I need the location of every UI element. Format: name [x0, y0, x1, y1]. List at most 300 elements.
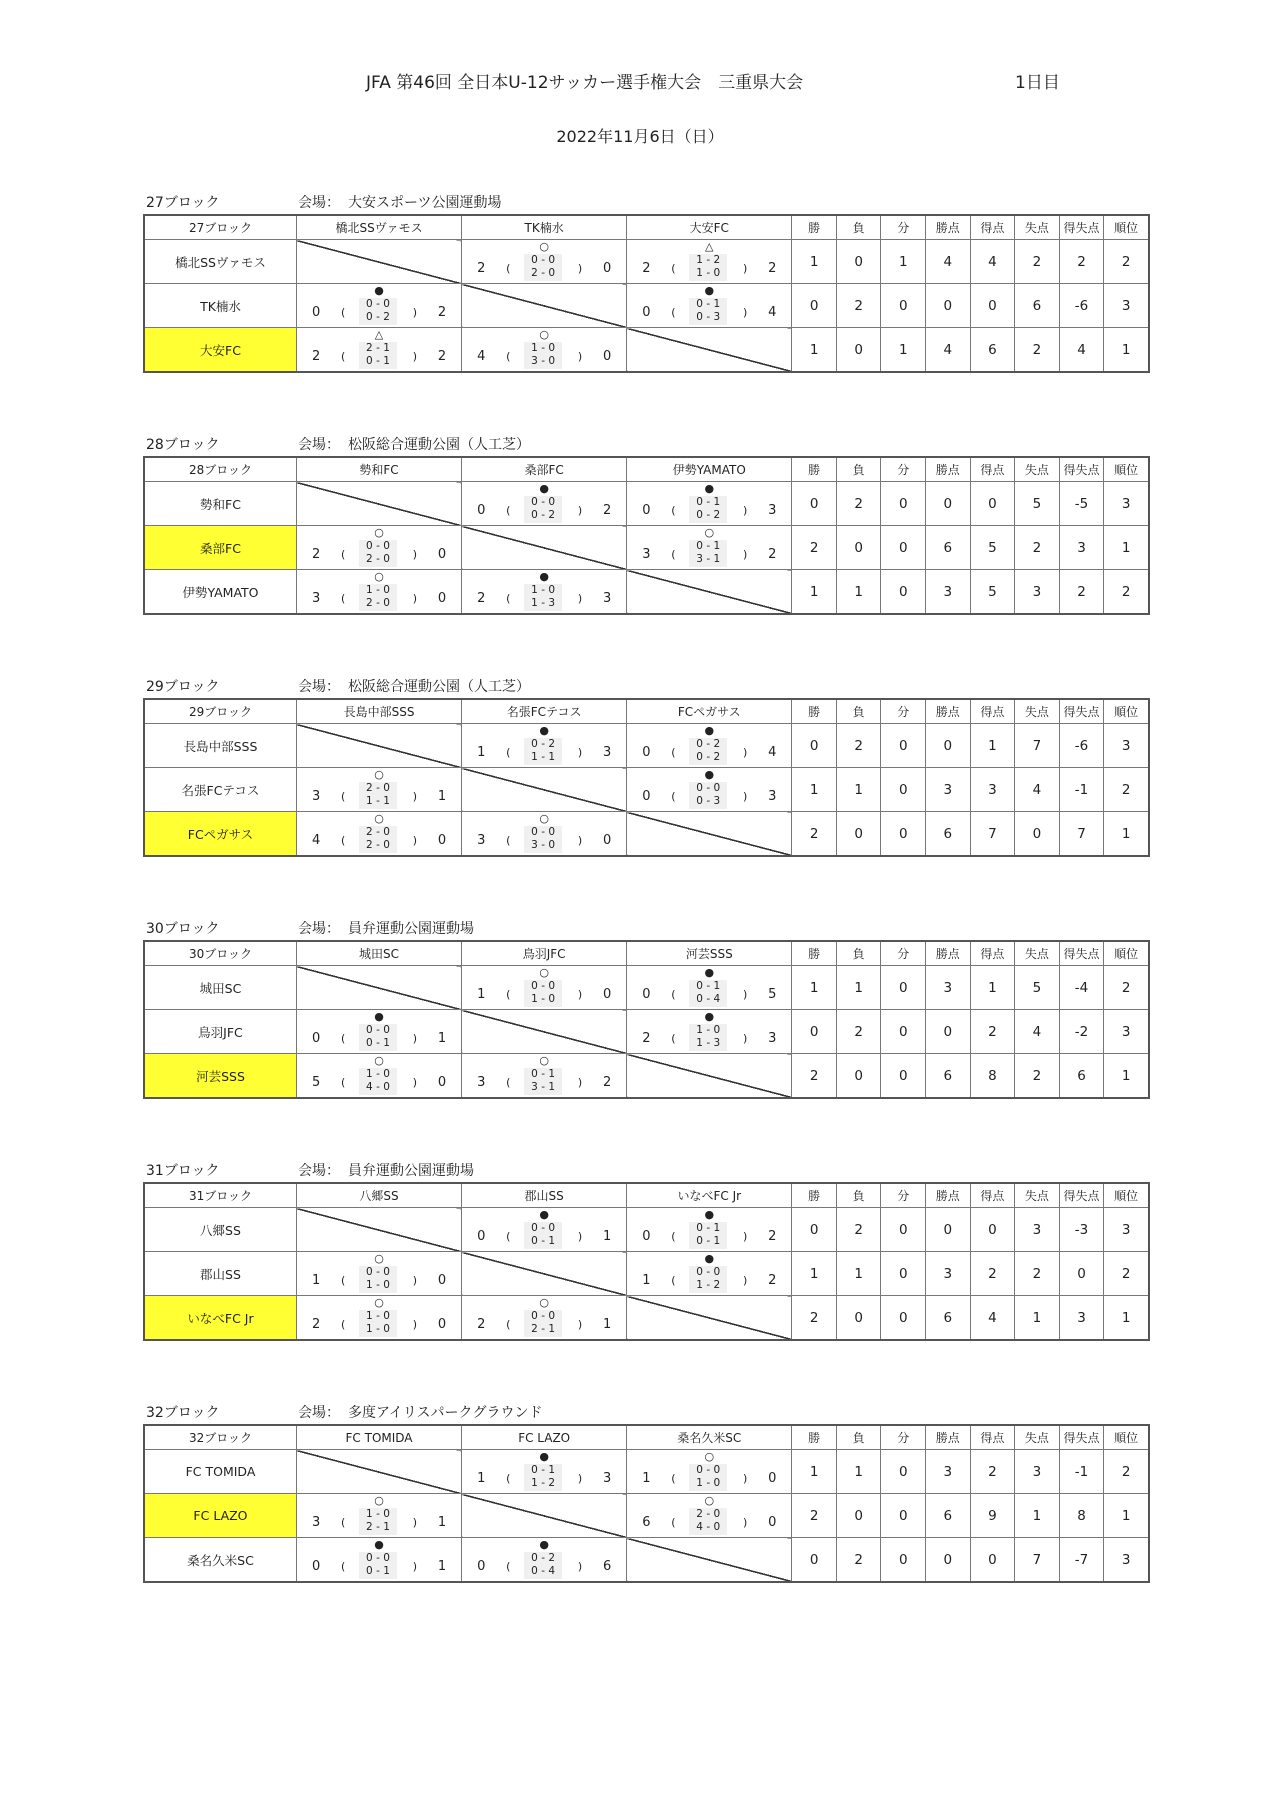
second-half-score: 2 - 0 [531, 267, 555, 279]
stat-value: 4 [970, 1296, 1015, 1341]
stat-value: 2 [836, 1208, 881, 1252]
stat-value: 2 [836, 1010, 881, 1054]
second-half-score: 1 - 1 [366, 795, 390, 807]
paren-open: ( [340, 548, 346, 561]
stat-value: 2 [970, 1450, 1015, 1494]
stat-value: 3 [926, 1450, 971, 1494]
paren-open: ( [340, 1318, 346, 1331]
opponent-header: FCペガサス [627, 699, 792, 724]
block-section [143, 1158, 1150, 1341]
half-scores [359, 540, 397, 567]
goals-against: 4 [768, 305, 777, 320]
opponent-header: 城田SC [296, 941, 461, 966]
self-match-cell [627, 1296, 792, 1341]
paren-open: ( [340, 1516, 346, 1529]
paren-open: ( [671, 1472, 676, 1485]
block-name: 29ブロック [146, 679, 220, 695]
stat-header: 失点 [1015, 215, 1060, 240]
paren-open: ( [340, 306, 346, 319]
block-section [143, 674, 1150, 857]
first-half-score: 0 - 0 [531, 1222, 555, 1234]
paren-open: ( [506, 350, 511, 363]
stat-value: 3 [1104, 1010, 1149, 1054]
stat-value: 6 [926, 1494, 971, 1538]
stat-header: 負 [836, 1183, 881, 1208]
team-name: FCペガサス [144, 812, 296, 857]
stat-value: 0 [836, 812, 881, 857]
half-scores [689, 1266, 727, 1293]
table-row [144, 1450, 1149, 1494]
stat-value: 3 [1059, 526, 1104, 570]
paren-open: ( [671, 1274, 676, 1287]
result-mark: ● [374, 284, 384, 297]
stat-value: 0 [881, 1208, 926, 1252]
second-half-score: 4 - 0 [696, 1521, 721, 1533]
stat-value: 3 [1015, 570, 1060, 615]
result-mark: ● [539, 1538, 549, 1551]
stat-value: -2 [1059, 1010, 1104, 1054]
half-scores [524, 1464, 562, 1491]
paren-open: ( [340, 1560, 346, 1573]
stat-value: 2 [836, 482, 881, 526]
self-match-cell [296, 240, 461, 284]
block-section [143, 1400, 1150, 1583]
paren-close: ) [577, 504, 583, 517]
goals-against: 0 [437, 1273, 447, 1288]
stat-value: 0 [881, 1010, 926, 1054]
stat-value: 0 [926, 1010, 971, 1054]
team-name: 河芸SSS [144, 1054, 296, 1099]
result-mark: ● [539, 482, 549, 495]
second-half-score: 1 - 3 [696, 1037, 721, 1049]
stat-value: -1 [1059, 1450, 1104, 1494]
goals-for: 3 [642, 547, 651, 562]
stat-value: 0 [836, 328, 881, 373]
stat-header: 失点 [1015, 941, 1060, 966]
paren-close: ) [412, 548, 418, 561]
match-result-cell [296, 1538, 461, 1583]
venue-label: 会場： [298, 921, 340, 937]
goals-against: 1 [602, 1229, 612, 1244]
stat-header: 勝点 [926, 1183, 971, 1208]
first-half-score: 2 - 0 [366, 826, 390, 838]
stat-value: 6 [1059, 1054, 1104, 1099]
self-match-cell [462, 1252, 627, 1296]
first-half-score: 1 - 0 [366, 584, 390, 596]
paren-open: ( [506, 1076, 511, 1089]
opponent-header: 鳥羽JFC [462, 941, 627, 966]
first-half-score: 0 - 0 [696, 1464, 721, 1476]
venue-label: 会場： [298, 195, 340, 211]
result-mark: ○ [539, 240, 549, 253]
opponent-header: 八郷SS [296, 1183, 461, 1208]
paren-close: ) [412, 1032, 418, 1045]
block-header [143, 916, 1150, 940]
block-header [143, 674, 1150, 698]
block-section [143, 916, 1150, 1099]
stat-header: 勝 [792, 215, 837, 240]
first-half-score: 0 - 1 [696, 298, 721, 310]
stat-value: 3 [1104, 482, 1149, 526]
stat-value: 2 [836, 1538, 881, 1583]
half-scores [689, 540, 727, 567]
first-half-score: 2 - 0 [366, 782, 390, 794]
stat-value: 0 [881, 526, 926, 570]
match-result-cell [462, 1208, 627, 1252]
stat-value: 5 [1015, 482, 1060, 526]
block-name-cell: 29ブロック [144, 699, 296, 724]
first-half-score: 0 - 0 [366, 540, 390, 552]
paren-open: ( [671, 306, 676, 319]
result-mark: ○ [539, 328, 549, 341]
second-half-score: 0 - 1 [366, 355, 390, 367]
team-name: 桑名久米SC [144, 1538, 296, 1583]
block-header [143, 1158, 1150, 1182]
stat-value: 1 [970, 724, 1015, 768]
half-scores [359, 1266, 397, 1293]
first-half-score: 0 - 2 [531, 738, 555, 750]
second-half-score: 1 - 0 [366, 1279, 390, 1291]
stat-value: 2 [1104, 1252, 1149, 1296]
half-scores [359, 342, 397, 369]
result-mark: △ [374, 328, 384, 341]
paren-open: ( [340, 834, 346, 847]
goals-against: 1 [602, 1317, 612, 1332]
stat-value: 4 [1015, 768, 1060, 812]
result-mark: ● [539, 724, 549, 737]
block-name-cell: 32ブロック [144, 1425, 296, 1450]
opponent-header: TK楠水 [462, 215, 627, 240]
paren-open: ( [340, 1076, 346, 1089]
stat-value: 3 [970, 768, 1015, 812]
result-mark: ● [704, 768, 715, 781]
team-name: 長島中部SSS [144, 724, 296, 768]
table-row [144, 1054, 1149, 1099]
paren-open: ( [506, 1560, 511, 1573]
second-half-score: 1 - 3 [531, 597, 555, 609]
paren-close: ) [412, 592, 418, 605]
goals-for: 0 [311, 1031, 321, 1046]
goals-against: 2 [768, 261, 777, 276]
stat-header: 負 [836, 215, 881, 240]
half-scores [524, 254, 562, 281]
table-row [144, 812, 1149, 857]
stat-value: 1 [1104, 1296, 1149, 1341]
table-row [144, 570, 1149, 615]
team-name: 郡山SS [144, 1252, 296, 1296]
stat-header: 勝点 [926, 941, 971, 966]
stat-header: 得点 [970, 941, 1015, 966]
paren-open: ( [671, 988, 676, 1001]
block-name: 27ブロック [146, 195, 220, 211]
match-result-cell [627, 768, 792, 812]
opponent-header: 河芸SSS [627, 941, 792, 966]
stat-value: 0 [881, 1450, 926, 1494]
table-row [144, 240, 1149, 284]
stat-value: 1 [792, 966, 837, 1010]
goals-against: 2 [602, 503, 612, 518]
opponent-header: 大安FC [627, 215, 792, 240]
stat-header: 得失点 [1059, 941, 1104, 966]
stat-header: 得点 [970, 457, 1015, 482]
stat-value: 0 [881, 724, 926, 768]
goals-for: 0 [477, 503, 486, 518]
table-row [144, 482, 1149, 526]
stat-header: 勝点 [926, 215, 971, 240]
first-half-score: 0 - 1 [531, 1464, 555, 1476]
stat-value: 1 [1015, 1494, 1060, 1538]
first-half-score: 0 - 1 [696, 1222, 721, 1234]
stat-value: 2 [792, 1054, 837, 1099]
stat-header: 失点 [1015, 1183, 1060, 1208]
stat-value: 2 [1015, 328, 1060, 373]
first-half-score: 0 - 1 [696, 980, 721, 992]
goals-for: 1 [477, 745, 486, 760]
stat-value: 1 [1104, 526, 1149, 570]
match-result-cell [627, 526, 792, 570]
half-scores [689, 980, 727, 1007]
result-mark: ○ [539, 966, 549, 979]
stat-value: -4 [1059, 966, 1104, 1010]
stat-value: -6 [1059, 724, 1104, 768]
goals-against: 0 [437, 591, 447, 606]
stat-header: 得失点 [1059, 457, 1104, 482]
paren-close: ) [743, 746, 748, 759]
stat-value: 1 [1104, 812, 1149, 857]
table-header-row [144, 1183, 1149, 1208]
paren-close: ) [743, 262, 748, 275]
stat-value: 0 [926, 1538, 971, 1583]
venue-name: 松阪総合運動公園（人工芝） [348, 437, 530, 453]
paren-close: ) [743, 1274, 748, 1287]
stat-value: 0 [970, 1208, 1015, 1252]
self-match-cell [627, 812, 792, 857]
stat-value: 1 [836, 1252, 881, 1296]
stat-value: 2 [970, 1010, 1015, 1054]
stat-value: 0 [792, 724, 837, 768]
tournament-title: JFA 第46回 全日本U-12サッカー選手権大会 三重県大会 [366, 73, 804, 93]
match-result-cell [296, 284, 461, 328]
table-header-row [144, 457, 1149, 482]
first-half-score: 0 - 2 [531, 1552, 555, 1564]
block-section [143, 432, 1150, 615]
paren-open: ( [340, 790, 346, 803]
self-match-cell [296, 482, 461, 526]
block-table [143, 698, 1150, 857]
goals-for: 0 [642, 789, 651, 804]
match-result-cell [462, 328, 627, 373]
paren-open: ( [506, 262, 511, 275]
half-scores [524, 826, 562, 853]
result-mark: ● [704, 1010, 715, 1023]
stat-value: 0 [792, 1010, 837, 1054]
stat-value: 0 [881, 284, 926, 328]
half-scores [524, 1222, 562, 1249]
first-half-score: 0 - 0 [531, 1310, 555, 1322]
half-scores [689, 738, 727, 765]
half-scores [359, 1024, 397, 1051]
paren-close: ) [743, 504, 748, 517]
second-half-score: 2 - 1 [366, 1521, 390, 1533]
second-half-score: 4 - 0 [366, 1081, 390, 1093]
half-scores [359, 584, 397, 611]
stat-value: -6 [1059, 284, 1104, 328]
first-half-score: 0 - 0 [366, 1266, 390, 1278]
stat-value: 0 [970, 482, 1015, 526]
result-mark: ● [704, 724, 715, 737]
half-scores [689, 254, 727, 281]
half-scores [359, 1068, 397, 1095]
stat-value: 1 [881, 328, 926, 373]
match-result-cell [296, 328, 461, 373]
paren-open: ( [671, 262, 676, 275]
paren-close: ) [412, 306, 418, 319]
paren-close: ) [743, 1472, 748, 1485]
result-mark: ○ [374, 1054, 384, 1067]
result-mark: △ [705, 240, 714, 253]
paren-open: ( [340, 350, 346, 363]
stat-header: 負 [836, 941, 881, 966]
half-scores [524, 1552, 562, 1579]
first-half-score: 2 - 1 [366, 342, 390, 354]
stat-header: 分 [881, 1183, 926, 1208]
stat-value: 2 [1104, 768, 1149, 812]
stat-value: 3 [926, 966, 971, 1010]
goals-against: 2 [768, 1229, 777, 1244]
match-result-cell [462, 482, 627, 526]
stat-value: 7 [1015, 1538, 1060, 1583]
stat-value: 2 [1059, 240, 1104, 284]
stat-header: 勝 [792, 941, 837, 966]
goals-for: 0 [642, 1229, 651, 1244]
first-half-score: 0 - 0 [696, 1266, 721, 1278]
stat-value: 2 [970, 1252, 1015, 1296]
stat-value: 7 [1015, 724, 1060, 768]
stat-value: 6 [926, 1054, 971, 1099]
table-row [144, 724, 1149, 768]
second-half-score: 2 - 0 [366, 597, 390, 609]
half-scores [689, 1508, 727, 1535]
half-scores [359, 1552, 397, 1579]
paren-open: ( [671, 790, 676, 803]
stat-value: 0 [881, 570, 926, 615]
goals-for: 2 [311, 1317, 321, 1332]
opponent-header: 勢和FC [296, 457, 461, 482]
goals-for: 2 [477, 261, 486, 276]
goals-for: 3 [311, 789, 321, 804]
stat-value: 0 [926, 1208, 971, 1252]
result-mark: ● [704, 1252, 715, 1265]
half-scores [359, 826, 397, 853]
table-header-row [144, 1425, 1149, 1450]
venue-name: 員弁運動公園運動場 [348, 921, 474, 937]
block-table [143, 1424, 1150, 1583]
stat-header: 順位 [1104, 699, 1149, 724]
stat-value: 1 [792, 768, 837, 812]
stat-header: 得失点 [1059, 1183, 1104, 1208]
half-scores [359, 1310, 397, 1337]
paren-close: ) [412, 1560, 418, 1573]
first-half-score: 0 - 0 [531, 254, 555, 266]
first-half-score: 1 - 0 [531, 584, 555, 596]
stat-value: 0 [836, 526, 881, 570]
half-scores [359, 1508, 397, 1535]
stat-value: 3 [1104, 284, 1149, 328]
venue-name: 多度アイリスパークグラウンド [348, 1405, 543, 1421]
paren-open: ( [506, 1230, 511, 1243]
opponent-header: 名張FCテコス [462, 699, 627, 724]
result-mark: ○ [704, 1494, 715, 1507]
paren-close: ) [577, 834, 583, 847]
first-half-score: 0 - 0 [531, 980, 555, 992]
stat-value: 5 [970, 526, 1015, 570]
paren-close: ) [412, 1076, 418, 1089]
stat-header: 順位 [1104, 1183, 1149, 1208]
stat-value: 3 [926, 570, 971, 615]
goals-for: 1 [477, 1471, 486, 1486]
venue-label: 会場： [298, 679, 340, 695]
table-row [144, 768, 1149, 812]
stat-value: 0 [881, 812, 926, 857]
paren-close: ) [577, 262, 583, 275]
block-header [143, 1400, 1150, 1424]
first-half-score: 0 - 0 [531, 826, 555, 838]
goals-for: 3 [477, 833, 486, 848]
stat-value: 6 [926, 1296, 971, 1341]
table-row [144, 284, 1149, 328]
stat-value: 3 [1059, 1296, 1104, 1341]
venue-label: 会場： [298, 1163, 340, 1179]
stat-value: 1 [836, 570, 881, 615]
table-row [144, 328, 1149, 373]
second-half-score: 0 - 4 [531, 1565, 555, 1577]
result-mark: ○ [374, 526, 384, 539]
stat-value: 0 [926, 284, 971, 328]
stat-value: 1 [836, 966, 881, 1010]
second-half-score: 1 - 2 [531, 1477, 555, 1489]
stat-value: 1 [836, 1450, 881, 1494]
half-scores [524, 980, 562, 1007]
first-half-score: 0 - 0 [531, 496, 555, 508]
team-name: TK楠水 [144, 284, 296, 328]
result-mark: ○ [374, 570, 384, 583]
match-result-cell [627, 284, 792, 328]
paren-open: ( [671, 504, 676, 517]
self-match-cell [462, 526, 627, 570]
goals-for: 0 [311, 1559, 321, 1574]
stat-value: 1 [1104, 1494, 1149, 1538]
goals-for: 3 [477, 1075, 486, 1090]
stat-value: -7 [1059, 1538, 1104, 1583]
venue-label: 会場： [298, 437, 340, 453]
paren-open: ( [506, 504, 511, 517]
stat-value: 2 [1104, 966, 1149, 1010]
goals-for: 2 [642, 261, 651, 276]
stat-value: 6 [970, 328, 1015, 373]
match-result-cell [296, 812, 461, 857]
match-result-cell [462, 1054, 627, 1099]
table-row [144, 1208, 1149, 1252]
paren-close: ) [743, 1230, 748, 1243]
paren-close: ) [577, 1560, 583, 1573]
paren-open: ( [340, 592, 346, 605]
match-result-cell [296, 1252, 461, 1296]
stat-value: 6 [1015, 284, 1060, 328]
stat-header: 負 [836, 699, 881, 724]
match-result-cell [627, 724, 792, 768]
match-result-cell [462, 724, 627, 768]
goals-against: 0 [768, 1515, 777, 1530]
